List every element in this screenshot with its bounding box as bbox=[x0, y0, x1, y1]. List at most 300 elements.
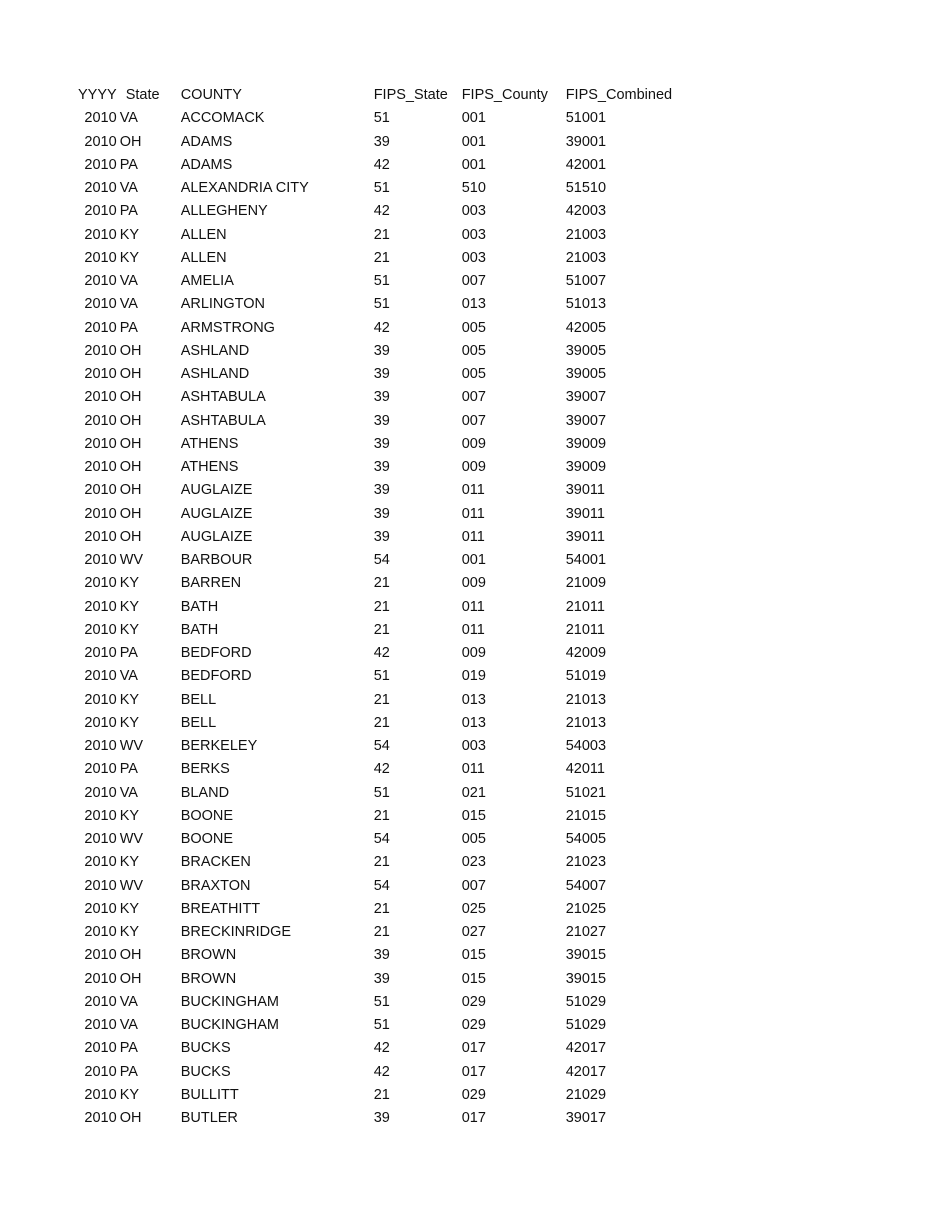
cell-fips-county: 029 bbox=[461, 993, 486, 1010]
cell-yyyy: 2010 bbox=[84, 296, 117, 313]
cell-yyyy: 2010 bbox=[84, 435, 117, 452]
cell-fips-combined: 51001 bbox=[565, 110, 607, 127]
cell-fips-county: 019 bbox=[461, 668, 486, 685]
cell-yyyy: 2010 bbox=[84, 459, 117, 475]
table-row bbox=[78, 549, 686, 572]
cell-yyyy: 2010 bbox=[84, 226, 117, 243]
table-row bbox=[78, 944, 686, 967]
cell-yyyy: 2010 bbox=[84, 761, 117, 778]
cell-fips-county: 029 bbox=[461, 1017, 486, 1033]
county-fips-table bbox=[78, 84, 686, 1130]
table-row bbox=[78, 735, 686, 758]
cell-state: VA bbox=[119, 110, 138, 127]
cell-fips-county: 013 bbox=[461, 296, 486, 313]
cell-fips-combined: 39017 bbox=[565, 1110, 607, 1126]
cell-fips-county: 023 bbox=[461, 854, 486, 871]
cell-fips-state: 21 bbox=[373, 854, 390, 871]
cell-fips-county: 001 bbox=[461, 110, 486, 127]
cell-fips-combined: 21013 bbox=[565, 691, 607, 708]
cell-fips-state: 39 bbox=[373, 947, 390, 964]
cell-fips-county: 005 bbox=[461, 831, 486, 847]
cell-fips-county: 011 bbox=[461, 761, 485, 778]
table-row bbox=[78, 851, 686, 874]
cell-state: OH bbox=[119, 342, 142, 359]
cell-fips-combined: 39015 bbox=[565, 970, 607, 987]
cell-fips-state: 21 bbox=[373, 900, 390, 917]
cell-county: BOONE bbox=[180, 807, 234, 824]
cell-county: BRECKINRIDGE bbox=[180, 924, 292, 940]
table-row bbox=[78, 386, 686, 409]
cell-fips-state: 39 bbox=[373, 505, 390, 522]
cell-fips-county: 013 bbox=[461, 691, 486, 708]
cell-state: KY bbox=[119, 575, 140, 592]
table-row bbox=[78, 200, 686, 223]
cell-fips-combined: 51029 bbox=[565, 1017, 607, 1033]
table-row bbox=[78, 1061, 686, 1084]
cell-yyyy: 2010 bbox=[84, 1040, 117, 1057]
table-row bbox=[78, 991, 686, 1014]
cell-state: VA bbox=[119, 273, 138, 289]
table-row bbox=[78, 433, 686, 456]
cell-fips-county: 005 bbox=[461, 342, 486, 359]
cell-yyyy: 2010 bbox=[84, 1086, 117, 1103]
cell-fips-state: 21 bbox=[373, 226, 390, 243]
header-county: COUNTY bbox=[180, 87, 242, 103]
table-row bbox=[78, 340, 686, 363]
cell-fips-combined: 51013 bbox=[565, 296, 607, 313]
cell-state: PA bbox=[119, 1040, 138, 1057]
cell-state: OH bbox=[119, 412, 142, 429]
cell-fips-county: 007 bbox=[461, 412, 486, 429]
cell-yyyy: 2010 bbox=[84, 738, 117, 754]
cell-county: AUGLAIZE bbox=[180, 528, 253, 545]
cell-county: BATH bbox=[180, 598, 219, 615]
cell-fips-county: 003 bbox=[461, 249, 486, 266]
cell-county: ASHLAND bbox=[180, 366, 250, 382]
cell-fips-combined: 39007 bbox=[565, 389, 607, 406]
cell-yyyy: 2010 bbox=[84, 552, 117, 568]
cell-yyyy: 2010 bbox=[84, 203, 117, 220]
cell-fips-county: 003 bbox=[461, 203, 486, 220]
cell-county: BUCKS bbox=[180, 1063, 231, 1080]
table-row bbox=[78, 479, 686, 502]
table-row bbox=[78, 1084, 686, 1107]
cell-yyyy: 2010 bbox=[84, 1017, 117, 1033]
cell-state: OH bbox=[119, 459, 142, 475]
cell-county: BUCKS bbox=[180, 1040, 231, 1057]
cell-fips-state: 39 bbox=[373, 528, 390, 545]
cell-yyyy: 2010 bbox=[84, 970, 117, 987]
cell-state: OH bbox=[119, 389, 142, 406]
cell-fips-combined: 42017 bbox=[565, 1063, 607, 1080]
cell-fips-combined: 51007 bbox=[565, 273, 607, 289]
table-row bbox=[78, 828, 686, 851]
cell-county: ASHTABULA bbox=[180, 412, 266, 429]
cell-fips-combined: 51510 bbox=[565, 180, 607, 196]
cell-state: PA bbox=[119, 203, 138, 220]
cell-fips-state: 39 bbox=[373, 366, 390, 382]
table-row bbox=[78, 410, 686, 433]
table-row bbox=[78, 968, 686, 991]
cell-yyyy: 2010 bbox=[84, 645, 117, 661]
cell-state: KY bbox=[119, 924, 140, 940]
cell-state: KY bbox=[119, 691, 140, 708]
cell-state: OH bbox=[119, 366, 142, 382]
table-row bbox=[78, 1014, 686, 1037]
cell-fips-state: 51 bbox=[373, 668, 390, 685]
cell-yyyy: 2010 bbox=[84, 621, 117, 638]
cell-state: OH bbox=[119, 505, 142, 522]
table-row bbox=[78, 596, 686, 619]
cell-county: BOONE bbox=[180, 831, 234, 847]
cell-state: PA bbox=[119, 156, 138, 173]
cell-state: VA bbox=[119, 993, 138, 1010]
table-row bbox=[78, 572, 686, 595]
table-row bbox=[78, 224, 686, 247]
cell-county: BULLITT bbox=[180, 1086, 239, 1103]
cell-fips-state: 51 bbox=[373, 993, 390, 1010]
cell-fips-combined: 54001 bbox=[565, 552, 607, 568]
cell-fips-county: 011 bbox=[461, 598, 485, 615]
cell-state: VA bbox=[119, 180, 138, 196]
cell-yyyy: 2010 bbox=[84, 366, 117, 382]
table-body bbox=[78, 107, 686, 1130]
cell-state: WV bbox=[119, 877, 144, 894]
cell-fips-state: 39 bbox=[373, 412, 390, 429]
cell-fips-combined: 54003 bbox=[565, 738, 607, 754]
cell-fips-combined: 39005 bbox=[565, 342, 607, 359]
cell-fips-state: 39 bbox=[373, 133, 390, 150]
cell-fips-combined: 39005 bbox=[565, 366, 607, 382]
cell-fips-county: 017 bbox=[461, 1040, 486, 1057]
cell-county: ASHLAND bbox=[180, 342, 250, 359]
cell-yyyy: 2010 bbox=[84, 273, 117, 289]
cell-yyyy: 2010 bbox=[84, 342, 117, 359]
cell-yyyy: 2010 bbox=[84, 807, 117, 824]
cell-state: OH bbox=[119, 1110, 142, 1126]
cell-yyyy: 2010 bbox=[84, 598, 117, 615]
cell-state: OH bbox=[119, 947, 142, 964]
cell-fips-combined: 42005 bbox=[565, 319, 607, 336]
cell-fips-state: 51 bbox=[373, 296, 390, 313]
cell-state: KY bbox=[119, 1086, 140, 1103]
table-row bbox=[78, 642, 686, 665]
cell-county: BROWN bbox=[180, 970, 237, 987]
cell-fips-state: 39 bbox=[373, 970, 390, 987]
cell-county: BRAXTON bbox=[180, 877, 251, 894]
cell-fips-county: 015 bbox=[461, 807, 486, 824]
table-row bbox=[78, 247, 686, 270]
cell-county: BATH bbox=[180, 621, 219, 638]
cell-state: VA bbox=[119, 784, 138, 801]
cell-yyyy: 2010 bbox=[84, 947, 117, 964]
table-row bbox=[78, 805, 686, 828]
cell-state: PA bbox=[119, 1063, 138, 1080]
cell-county: BUTLER bbox=[180, 1110, 238, 1126]
cell-state: WV bbox=[119, 552, 144, 568]
cell-state: KY bbox=[119, 854, 140, 871]
cell-fips-county: 001 bbox=[461, 156, 486, 173]
cell-fips-county: 015 bbox=[461, 970, 486, 987]
cell-fips-combined: 51029 bbox=[565, 993, 607, 1010]
header-fips-combined: FIPS_Combined bbox=[565, 87, 673, 103]
cell-fips-state: 39 bbox=[373, 482, 390, 499]
cell-state: KY bbox=[119, 807, 140, 824]
cell-county: BREATHITT bbox=[180, 900, 261, 917]
table-row bbox=[78, 782, 686, 805]
cell-fips-county: 001 bbox=[461, 133, 486, 150]
cell-county: ARLINGTON bbox=[180, 296, 266, 313]
table-row bbox=[78, 363, 686, 386]
cell-county: ALLEGHENY bbox=[180, 203, 268, 220]
cell-county: BELL bbox=[180, 691, 217, 708]
cell-fips-combined: 21015 bbox=[565, 807, 607, 824]
cell-yyyy: 2010 bbox=[84, 1110, 117, 1126]
cell-fips-county: 021 bbox=[461, 784, 486, 801]
cell-fips-state: 39 bbox=[373, 435, 390, 452]
table-row bbox=[78, 177, 686, 200]
cell-county: ACCOMACK bbox=[180, 110, 265, 127]
header-row bbox=[78, 84, 686, 107]
cell-fips-state: 51 bbox=[373, 110, 390, 127]
cell-fips-county: 007 bbox=[461, 877, 486, 894]
cell-fips-county: 017 bbox=[461, 1063, 486, 1080]
table-row bbox=[78, 921, 686, 944]
cell-yyyy: 2010 bbox=[84, 505, 117, 522]
cell-state: KY bbox=[119, 900, 140, 917]
cell-fips-combined: 39009 bbox=[565, 459, 607, 475]
cell-fips-state: 21 bbox=[373, 575, 390, 592]
cell-fips-county: 013 bbox=[461, 714, 486, 731]
cell-fips-combined: 54005 bbox=[565, 831, 607, 847]
table-row bbox=[78, 456, 686, 479]
cell-fips-state: 39 bbox=[373, 342, 390, 359]
cell-fips-county: 017 bbox=[461, 1110, 486, 1126]
cell-state: KY bbox=[119, 714, 140, 731]
cell-fips-state: 42 bbox=[373, 156, 390, 173]
cell-fips-county: 027 bbox=[461, 924, 486, 940]
cell-fips-county: 011 bbox=[461, 528, 485, 545]
cell-yyyy: 2010 bbox=[84, 482, 117, 499]
cell-yyyy: 2010 bbox=[84, 156, 117, 173]
table-row bbox=[78, 875, 686, 898]
cell-state: PA bbox=[119, 761, 138, 778]
cell-fips-county: 003 bbox=[461, 226, 486, 243]
cell-fips-combined: 39009 bbox=[565, 435, 607, 452]
cell-county: BARBOUR bbox=[180, 552, 253, 568]
cell-fips-state: 42 bbox=[373, 1040, 390, 1057]
cell-fips-county: 009 bbox=[461, 435, 486, 452]
cell-county: BARREN bbox=[180, 575, 242, 592]
cell-county: BEDFORD bbox=[180, 645, 252, 661]
cell-fips-combined: 21009 bbox=[565, 575, 607, 592]
cell-yyyy: 2010 bbox=[84, 249, 117, 266]
cell-fips-combined: 42017 bbox=[565, 1040, 607, 1057]
cell-fips-state: 54 bbox=[373, 831, 390, 847]
cell-fips-state: 21 bbox=[373, 714, 390, 731]
cell-fips-state: 51 bbox=[373, 784, 390, 801]
cell-fips-state: 54 bbox=[373, 877, 390, 894]
cell-yyyy: 2010 bbox=[84, 389, 117, 406]
cell-yyyy: 2010 bbox=[84, 180, 117, 196]
cell-fips-combined: 21011 bbox=[565, 621, 605, 638]
cell-county: BERKELEY bbox=[180, 738, 258, 754]
table-row bbox=[78, 1107, 686, 1130]
cell-fips-state: 51 bbox=[373, 273, 390, 289]
cell-fips-combined: 21003 bbox=[565, 249, 607, 266]
cell-fips-county: 007 bbox=[461, 273, 486, 289]
cell-county: AUGLAIZE bbox=[180, 482, 253, 499]
cell-county: ATHENS bbox=[180, 459, 239, 475]
cell-fips-state: 21 bbox=[373, 807, 390, 824]
cell-fips-combined: 39001 bbox=[565, 133, 607, 150]
cell-fips-county: 005 bbox=[461, 319, 486, 336]
cell-fips-county: 001 bbox=[461, 552, 486, 568]
table-row bbox=[78, 689, 686, 712]
cell-fips-county: 011 bbox=[461, 505, 485, 522]
cell-yyyy: 2010 bbox=[84, 412, 117, 429]
cell-yyyy: 2010 bbox=[84, 993, 117, 1010]
cell-yyyy: 2010 bbox=[84, 575, 117, 592]
cell-state: VA bbox=[119, 668, 138, 685]
table-row bbox=[78, 317, 686, 340]
cell-fips-state: 42 bbox=[373, 645, 390, 661]
table-row bbox=[78, 758, 686, 781]
cell-fips-state: 51 bbox=[373, 1017, 390, 1033]
table-row bbox=[78, 293, 686, 316]
cell-county: BRACKEN bbox=[180, 854, 251, 871]
cell-yyyy: 2010 bbox=[84, 1063, 117, 1080]
cell-yyyy: 2010 bbox=[84, 668, 117, 685]
cell-fips-county: 029 bbox=[461, 1086, 486, 1103]
cell-yyyy: 2010 bbox=[84, 831, 117, 847]
cell-yyyy: 2010 bbox=[84, 110, 117, 127]
cell-state: OH bbox=[119, 435, 142, 452]
cell-yyyy: 2010 bbox=[84, 691, 117, 708]
table-row bbox=[78, 665, 686, 688]
cell-yyyy: 2010 bbox=[84, 877, 117, 894]
cell-fips-state: 39 bbox=[373, 1110, 390, 1126]
cell-state: OH bbox=[119, 528, 142, 545]
cell-yyyy: 2010 bbox=[84, 133, 117, 150]
cell-state: KY bbox=[119, 598, 140, 615]
cell-fips-state: 54 bbox=[373, 738, 390, 754]
cell-fips-county: 025 bbox=[461, 900, 486, 917]
cell-fips-combined: 51019 bbox=[565, 668, 607, 685]
cell-yyyy: 2010 bbox=[84, 900, 117, 917]
cell-fips-state: 21 bbox=[373, 621, 390, 638]
cell-fips-county: 009 bbox=[461, 645, 486, 661]
cell-fips-state: 21 bbox=[373, 924, 390, 940]
cell-fips-combined: 51021 bbox=[565, 784, 607, 801]
cell-county: ARMSTRONG bbox=[180, 319, 275, 336]
cell-county: BELL bbox=[180, 714, 217, 731]
cell-yyyy: 2010 bbox=[84, 319, 117, 336]
table-row bbox=[78, 270, 686, 293]
cell-fips-county: 007 bbox=[461, 389, 486, 406]
cell-county: BUCKINGHAM bbox=[180, 1017, 279, 1033]
cell-fips-state: 39 bbox=[373, 459, 390, 475]
cell-yyyy: 2010 bbox=[84, 924, 117, 940]
table-row bbox=[78, 1037, 686, 1060]
cell-fips-combined: 21027 bbox=[565, 924, 607, 940]
cell-yyyy: 2010 bbox=[84, 784, 117, 801]
cell-fips-county: 009 bbox=[461, 459, 486, 475]
cell-fips-county: 510 bbox=[461, 180, 486, 196]
cell-fips-combined: 39011 bbox=[565, 505, 605, 522]
cell-state: KY bbox=[119, 249, 140, 266]
cell-state: WV bbox=[119, 738, 144, 754]
cell-state: PA bbox=[119, 645, 138, 661]
cell-state: WV bbox=[119, 831, 144, 847]
cell-county: ALLEN bbox=[180, 226, 227, 243]
cell-fips-combined: 42009 bbox=[565, 645, 607, 661]
table-row bbox=[78, 526, 686, 549]
cell-fips-county: 015 bbox=[461, 947, 486, 964]
cell-county: ADAMS bbox=[180, 133, 233, 150]
header-yyyy: YYYY bbox=[78, 87, 117, 103]
cell-yyyy: 2010 bbox=[84, 714, 117, 731]
cell-county: ADAMS bbox=[180, 156, 233, 173]
cell-fips-state: 21 bbox=[373, 1086, 390, 1103]
table-row bbox=[78, 503, 686, 526]
cell-fips-combined: 21013 bbox=[565, 714, 607, 731]
table-row bbox=[78, 898, 686, 921]
cell-fips-combined: 21023 bbox=[565, 854, 607, 871]
table-row bbox=[78, 154, 686, 177]
cell-fips-state: 42 bbox=[373, 319, 390, 336]
cell-fips-combined: 39011 bbox=[565, 528, 605, 545]
cell-state: OH bbox=[119, 482, 142, 499]
cell-fips-state: 21 bbox=[373, 249, 390, 266]
cell-fips-state: 21 bbox=[373, 691, 390, 708]
header-fips-state: FIPS_State bbox=[373, 87, 448, 103]
cell-fips-county: 005 bbox=[461, 366, 486, 382]
cell-county: BERKS bbox=[180, 761, 230, 778]
cell-county: BEDFORD bbox=[180, 668, 252, 685]
cell-yyyy: 2010 bbox=[84, 528, 117, 545]
cell-fips-combined: 39015 bbox=[565, 947, 607, 964]
cell-fips-county: 009 bbox=[461, 575, 486, 592]
cell-county: ALEXANDRIA CITY bbox=[180, 180, 309, 196]
table-row bbox=[78, 619, 686, 642]
cell-county: BROWN bbox=[180, 947, 237, 964]
cell-fips-combined: 39007 bbox=[565, 412, 607, 429]
cell-county: ALLEN bbox=[180, 249, 227, 266]
cell-fips-combined: 42011 bbox=[565, 761, 605, 778]
cell-yyyy: 2010 bbox=[84, 854, 117, 871]
cell-fips-combined: 21025 bbox=[565, 900, 607, 917]
cell-fips-state: 42 bbox=[373, 761, 390, 778]
cell-county: ASHTABULA bbox=[180, 389, 266, 406]
cell-fips-state: 21 bbox=[373, 598, 390, 615]
cell-state: VA bbox=[119, 1017, 138, 1033]
cell-fips-county: 003 bbox=[461, 738, 486, 754]
cell-state: OH bbox=[119, 133, 142, 150]
cell-fips-county: 011 bbox=[461, 482, 485, 499]
cell-fips-state: 51 bbox=[373, 180, 390, 196]
cell-fips-combined: 42003 bbox=[565, 203, 607, 220]
cell-fips-combined: 21029 bbox=[565, 1086, 607, 1103]
cell-fips-state: 42 bbox=[373, 203, 390, 220]
cell-county: AUGLAIZE bbox=[180, 505, 253, 522]
table-row bbox=[78, 131, 686, 154]
cell-county: ATHENS bbox=[180, 435, 239, 452]
cell-fips-combined: 54007 bbox=[565, 877, 607, 894]
cell-state: VA bbox=[119, 296, 138, 313]
table-row bbox=[78, 107, 686, 130]
cell-state: KY bbox=[119, 226, 140, 243]
